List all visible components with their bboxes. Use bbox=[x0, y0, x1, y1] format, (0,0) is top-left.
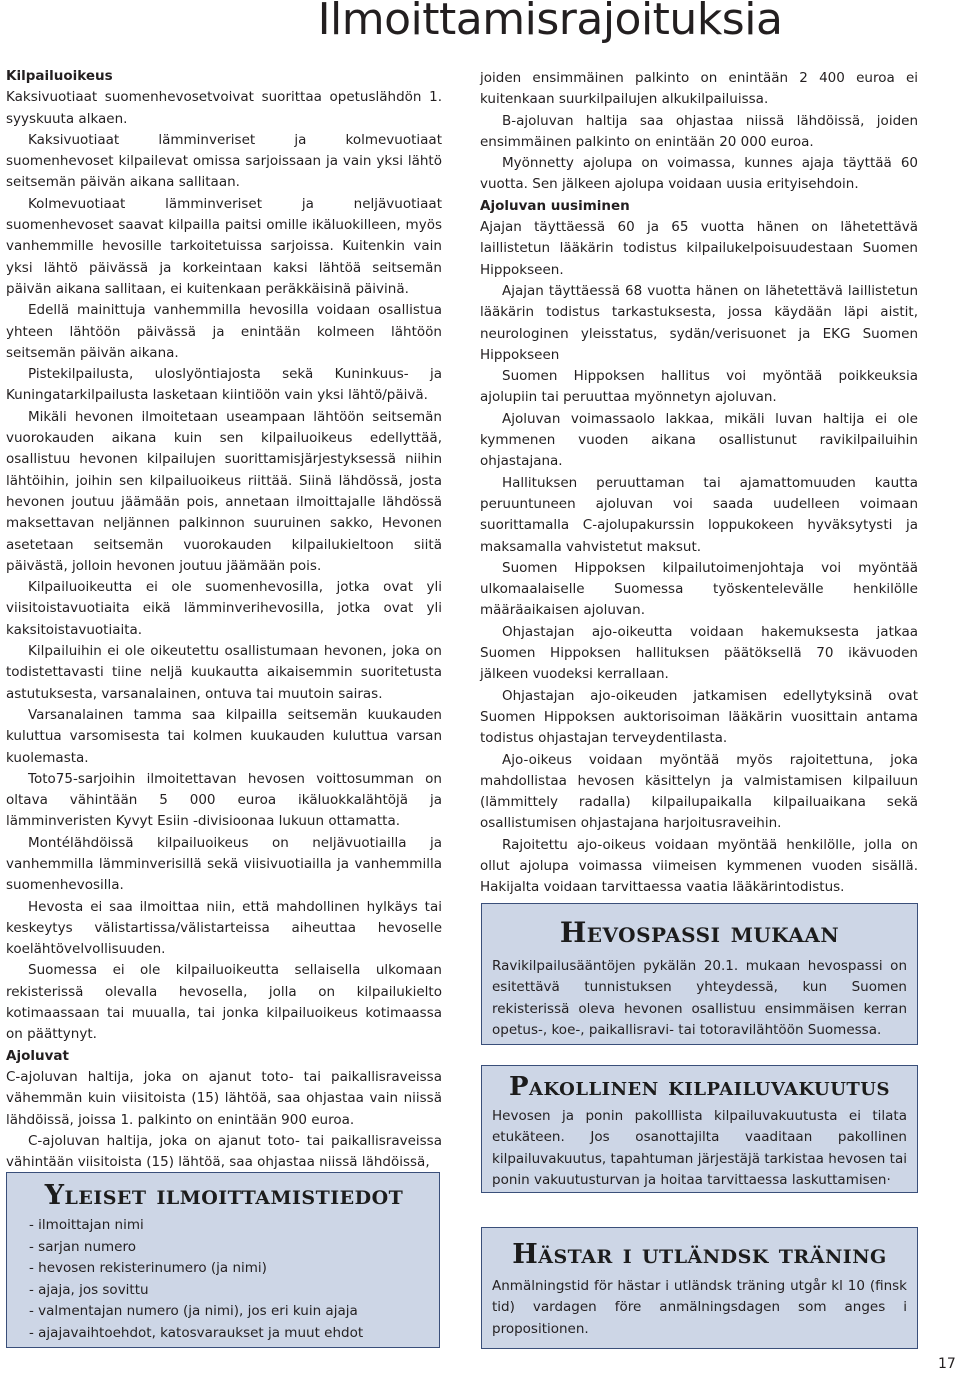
page-title: Ilmoittamisrajoituksia bbox=[317, 0, 783, 45]
passport-info-box bbox=[481, 903, 918, 1045]
paragraph: Varsanalainen tamma saa kilpailla seitsemän kuukauden kuluttua varsomisesta tai kolmen kuukauden kuluttua varsan kuolemasta. bbox=[6, 706, 442, 766]
list-item: - ajaja, jos sovittu bbox=[29, 1281, 149, 1298]
paragraph: Myönnetty ajolupa on voimassa, kunnes ajaja täyttää 60 vuotta. Sen jälkeen ajolupa voidaan uusia erityisehdoin. bbox=[480, 155, 918, 193]
box-title: Hevospassi mukaan bbox=[559, 916, 840, 949]
list-item: - sarjan numero bbox=[29, 1238, 136, 1255]
box-title: Hästar i utländsk träning bbox=[512, 1239, 887, 1270]
list-item: - hevosen rekisterinumero (ja nimi) bbox=[29, 1260, 267, 1277]
paragraph: Kilpailuoikeutta ei ole suomenhevosilla, jotka ovat yli viisitoistavuotiaita eikä lämminverihevosilla, jotka ovat yli kaksitoistavuotiaita. bbox=[6, 579, 442, 638]
paragraph: Kilpailuihin ei ole oikeutettu osallistumaan hevonen, joka on todistettavasti tiine neljä kuukautta aikaisemmin suoritetusta astutuksesta, varsanalainen, ontuva tai muutoin sairas. bbox=[6, 643, 442, 702]
paragraph: Suomen Hippoksen hallitus voi myöntää poikkeuksia ajolupiin tai peruuttaa myönnetyn ajoluvan. bbox=[480, 368, 918, 406]
paragraph: Hevosta ei saa ilmoittaa niin, että mahdollinen hylkäys tai keskeytys välistartissa/välistarteissa aiheuttaa hevoselle koelähtövelvollisuuden. bbox=[6, 898, 442, 958]
paragraph: joiden ensimmäinen palkinto on enintään 2 400 euroa ei kuitenkaan suurkilpailujen alkukilpailuissa. bbox=[480, 70, 918, 108]
paragraph: Pistekilpailusta, uloslyöntiajosta sekä Kuninkuus- ja Kuningatarkilpailusta lasketaan kiintiöön vain yksi lähtö/päivä. bbox=[6, 366, 442, 404]
box-title: Pakollinen kilpailuvakuutus bbox=[509, 1072, 890, 1102]
section-heading-kilpailuoikeus: Kilpailuoikeus bbox=[6, 68, 113, 84]
box-text: Ravikilpailusääntöjen pykälän 20.1. mukaan hevospassi on esitettävä tunnistuksen yhteydessä, kun Suomen rekisterissä oleva hevonen osallistuu ensimmäisen kerran opetus-, koe-, paikallisravi- tai totoravilähtöön Suomessa. bbox=[492, 958, 907, 1038]
entry-info-list bbox=[23, 1215, 425, 1345]
general-entry-info-box bbox=[6, 1172, 440, 1348]
paragraph: Suomen Hippoksen kilpailutoimenjohtaja voi myöntää ulkomaalaiselle Suomessa työskentelevälle henkilölle määräaikaisen ajoluvan. bbox=[480, 559, 918, 619]
paragraph: B-ajoluvan haltija saa ohjastaa niissä lähdöissä, joiden ensimmäinen palkinto on enintään 20 000 euroa. bbox=[480, 112, 918, 150]
paragraph: Mikäli hevonen ilmoitetaan useampaan lähtöön seitsemän vuorokauden aikana kuin sen kilpailuoikeus edellyttää, osallistuu hevonen kilpailujen suorittamisjärjestyksessä niihin lähtöihin, joihin sen kilpailuoikeus riittää. Siinä lähdössä, josta hevonen joutuu jäämään pois, annetaan ilmoittajalle lähdössä maksettavan neljännen palkinnon suuruinen sakko, Hevonen asetetaan seitsemän vuorokauden kilpailukieltoon siitä päivästä, jolloin hevonen joutuu jäämään pois. bbox=[6, 408, 442, 574]
page-number: 17 bbox=[938, 1356, 956, 1372]
paragraph: Ajajan täyttäessä 68 vuotta hänen on lähetettävä laillistetun lääkärin todistus tarkastuksesta, jossa käydään läpi aistit, neurologinen yleisstatus, sydän/verisuonet ja EKG Suomen Hippokseen bbox=[480, 282, 918, 363]
left-column bbox=[6, 66, 442, 1173]
list-item: - ajajavaihtoehdot, katosvaraukset ja muut ehdot bbox=[29, 1324, 364, 1341]
box-text: Hevosen ja ponin pakolllista kilpailuvakuutusta ei tilata etukäteen. Jos osanottajilta vaaditaan pakollinen kilpailuvakuutus, tapahtuman järjestäjä tarkistaa hevosen tai ponin vakuutusturvan ja hoitaa tarvittaessa laskuttamisen· bbox=[492, 1108, 907, 1188]
paragraph: Toto75-sarjoihin ilmoitettavan hevosen voittosumman on oltava vähintään 5 000 euroa ikäluokkalähtöjä ja lämminveristen Kyvyt Esiin -divisioonaa lukuun ottamatta. bbox=[6, 770, 442, 830]
paragraph: Edellä mainittuja vanhemmilla hevosilla voidaan osallistua yhteen lähtöön päivässä ja enintään kolmeen lähtöön seitsemän päivän aikana. bbox=[6, 302, 442, 361]
section-heading-ajoluvan-uusiminen: Ajoluvan uusiminen bbox=[480, 197, 630, 214]
paragraph: Ajoluvan voimassaolo lakkaa, mikäli luvan haltija ei ole kymmenen vuoden aikana osallistunut ravikilpailuihin ohjastajana. bbox=[480, 410, 918, 470]
paragraph: C-ajoluvan haltija, joka on ajanut toto- tai paikallisraveissa vähintään viisitoista (15) lähtöä, saa ohjastaa niissä lähdöissä, bbox=[6, 1132, 442, 1171]
section-heading-ajoluvat: Ajoluvat bbox=[6, 1047, 69, 1064]
list-item: - ilmoittajan nimi bbox=[29, 1217, 144, 1233]
paragraph: Ohjastajan ajo-oikeuden jatkamisen edellytyksinä ovat Suomen Hippoksen auktorisoiman lääkärin vuosittain antama todistus ohjastajan terveydentilasta. bbox=[480, 687, 918, 747]
box-text: Anmälningstid för hästar i utländsk träning utgår kl 10 (finsk tid) vardagen före anmälningsdagen som anges i propositionen. bbox=[492, 1278, 907, 1337]
paragraph: Kaksivuotiaat suomenhevosetvoivat suorittaa opetuslähdön 1. syyskuuta alkaen. bbox=[6, 89, 442, 127]
paragraph: Ajo-oikeus voidaan myöntää myös rajoitettuna, joka mahdollistaa hevosen käsittelyn ja valmistamisen kilpailuun (lämmittely radalla) kilpailupaikalla kilpailuaikana sekä osallistumisen ohjastajana harjoitusraveihin. bbox=[480, 751, 918, 832]
paragraph: Ohjastajan ajo-oikeutta voidaan hakemuksesta jatkaa Suomen Hippoksen hallituksen päätöksellä 70 ikävuoden jälkeen vuodeksi kerrallaan. bbox=[480, 623, 918, 683]
paragraph: Montélähdöissä kilpailuoikeus on neljävuotiailla ja vanhemmilla lämminverisillä sekä viisivuotiailla ja vanhemmilla suomenhevosilla. bbox=[6, 834, 442, 894]
paragraph: Kaksivuotiaat lämminveriset ja kolmevuotiaat suomenhevoset kilpailevat omissa sarjoissaan ja vain yksi lähtö seitsemän päivän aikana sallitaan. bbox=[6, 131, 442, 191]
paragraph: Suomessa ei ole kilpailuoikeutta sellaisella ulkomaan rekisterissä olevalla hevosella, jolla on kilpailukielto kotimaassaan tai muualla, tai jonka kilpailuoikeus kotimaassa on päättynyt. bbox=[6, 962, 442, 1043]
box-title: Yleiset ilmoittamistiedot bbox=[44, 1180, 404, 1211]
abroad-training-info-box bbox=[481, 1227, 918, 1349]
paragraph: Ajajan täyttäessä 60 ja 65 vuotta hänen on lähetettävä laillistetun lääkärin todistus kilpailukelpoisuudestaan Suomen Hippokseen. bbox=[480, 219, 918, 278]
paragraph: C-ajoluvan haltija, joka on ajanut toto- tai paikallisraveissa vähemmän kuin viisitoista (15) lähtöä, saa ohjastaa vain niissä lähdöissä, joissa 1. palkinto on enintään 900 euroa. bbox=[6, 1068, 442, 1128]
paragraph: Hallituksen peruuttaman tai ajamattomuuden kautta peruuntuneen ajoluvan voi saada uudelleen voimaan suorittamalla C-ajolupakurssin loppukokeen hyväksytysti ja maksamalla vahvistetut maksut. bbox=[480, 474, 918, 555]
right-column bbox=[480, 68, 918, 899]
list-item: - valmentajan numero (ja nimi), jos eri kuin ajaja bbox=[29, 1303, 358, 1320]
paragraph: Kolmevuotiaat lämminveriset ja neljävuotiaat suomenhevoset saavat kilpailla paitsi omille ikäluokilleen, myös vanhemmille hevosille tarkoitetuissa sarjoissa. Kuitenkin vain yksi lähtö päivässä ja korkeintaan kaksi lähtöä seitsemän päivän aikana sallitaan, ei kuitenkaan peräkkäisinä päivinä. bbox=[6, 195, 442, 297]
insurance-info-box bbox=[481, 1065, 918, 1193]
paragraph: Rajoitettu ajo-oikeus voidaan myöntää henkilölle, jolla on ollut ajolupa voimassa viimeisen kymmenen vuoden sisällä. Hakijalta voidaan tarvittaessa vaatia lääkärintodistus. bbox=[480, 836, 918, 896]
